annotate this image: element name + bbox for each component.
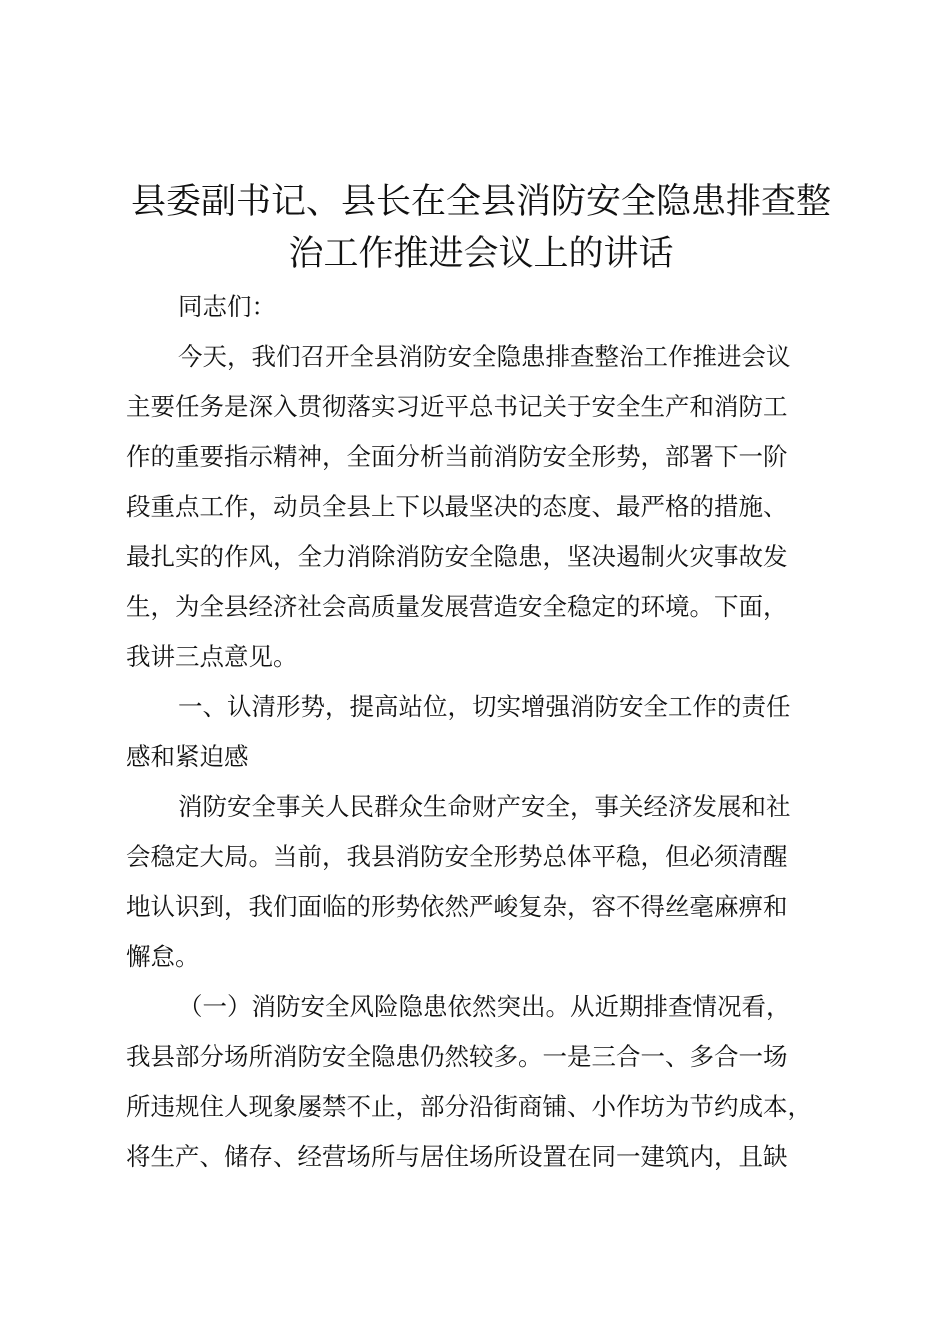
section-heading-1 xyxy=(126,682,846,782)
greeting-paragraph xyxy=(126,282,846,332)
paragraph-situation xyxy=(126,782,846,982)
text-line: 消防安全事关人民群众生命财产安全，事关经济发展和社 xyxy=(178,792,791,821)
greeting: 同志们： xyxy=(178,292,276,321)
document-body xyxy=(126,282,846,1182)
text-line: 我讲三点意见。 xyxy=(126,642,298,671)
heading-line: 感和紧迫感 xyxy=(126,742,249,771)
text-line: 今天，我们召开全县消防安全隐患排查整治工作推进会议 xyxy=(178,342,791,371)
text-line: 地认识到，我们面临的形势依然严峻复杂，容不得丝毫麻痹和 xyxy=(126,892,788,921)
paragraph-risks xyxy=(126,982,846,1182)
text-line: 最扎实的作风，全力消除消防安全隐患，坚决遏制火灾事故发 xyxy=(126,542,788,571)
paragraph-opening xyxy=(126,332,846,682)
text-line: （一）消防安全风险隐患依然突出。从近期排查情况看， xyxy=(178,992,791,1021)
text-line: 生，为全县经济社会高质量发展营造安全稳定的环境。下面， xyxy=(126,592,788,621)
text-line: 作的重要指示精神，全面分析当前消防安全形势，部署下一阶 xyxy=(126,442,788,471)
text-line: 懈怠。 xyxy=(126,942,200,971)
title-line-1: 县委副书记、县长在全县消防安全隐患排查整 xyxy=(130,182,831,222)
text-line: 将生产、储存、经营场所与居住场所设置在同一建筑内，且缺 xyxy=(126,1142,788,1171)
text-line: 主要任务是深入贯彻落实习近平总书记关于安全生产和消防工 xyxy=(126,392,788,421)
title-line-2: 治工作推进会议上的讲话 xyxy=(288,234,674,274)
text-line: 会稳定大局。当前，我县消防安全形势总体平稳，但必须清醒 xyxy=(126,842,788,871)
text-line: 段重点工作，动员全县上下以最坚决的态度、最严格的措施、 xyxy=(126,492,788,521)
heading-line: 一、认清形势，提高站位，切实增强消防安全工作的责任 xyxy=(178,692,791,721)
document-title xyxy=(126,176,836,280)
text-line: 所违规住人现象屡禁不止，部分沿街商铺、小作坊为节约成本， xyxy=(126,1092,812,1121)
text-line: 我县部分场所消防安全隐患仍然较多。一是三合一、多合一场 xyxy=(126,1042,788,1071)
